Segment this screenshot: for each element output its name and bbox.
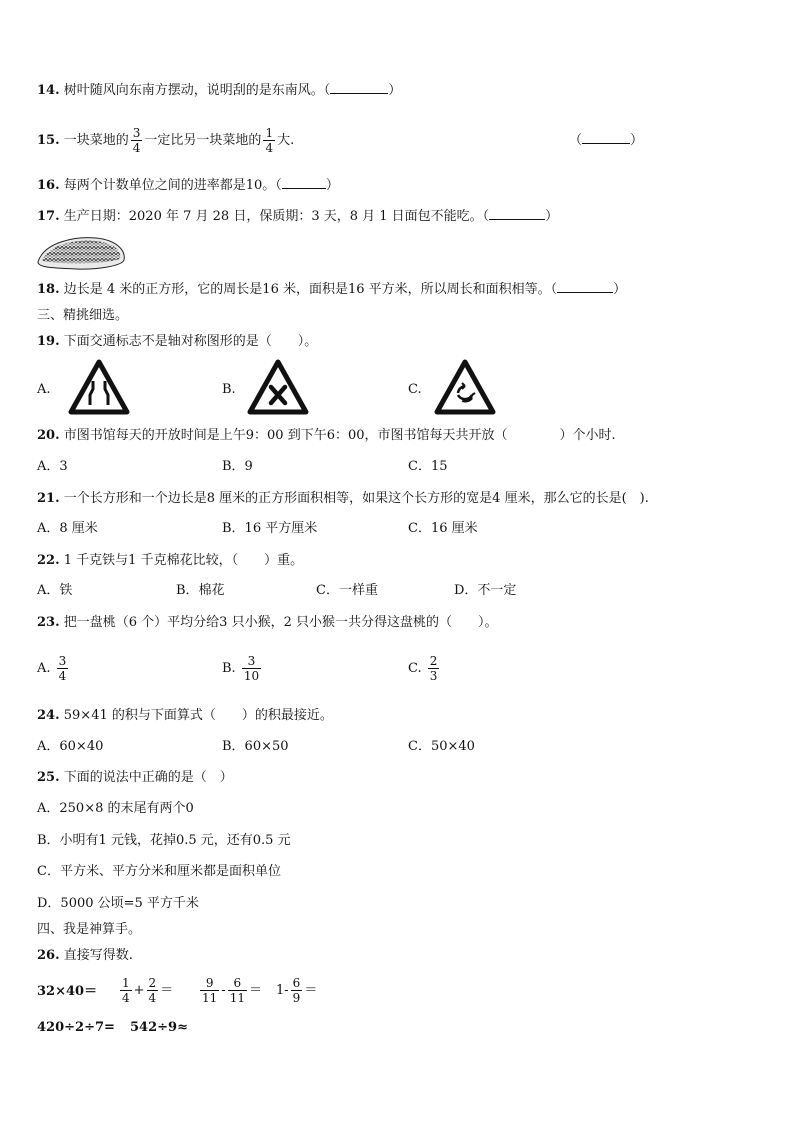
question-number: 22. — [37, 553, 60, 568]
option-a[interactable]: A．250×8 的末尾有两个0 — [37, 801, 194, 816]
option-a[interactable]: A．8 厘米 — [37, 521, 98, 536]
fraction: $\frac{6}{11}$ — [229, 976, 245, 1005]
option-c-label: C. — [408, 382, 422, 397]
fraction: $\frac{6}{9}$ — [292, 976, 301, 1005]
question-number: 19. — [37, 334, 60, 349]
option-c[interactable]: C．16 厘米 — [408, 521, 478, 536]
expression-6: 542÷9≈ — [130, 1020, 188, 1035]
question-number: 23. — [37, 615, 60, 630]
question-text: 直接写得数. — [63, 948, 133, 963]
fraction: $\frac{2}{3}$ — [429, 654, 438, 683]
expression-5: 420÷2÷7= — [37, 1020, 115, 1035]
option-b-label: B. — [222, 382, 236, 397]
question-number: 15. — [37, 133, 60, 148]
option-d[interactable]: D．5000 公顷=5 平方千米 — [37, 896, 199, 911]
expression-4: 1- $\frac{6}{9}$ ＝ — [276, 976, 318, 1005]
no-stopping-x-sign-icon[interactable] — [247, 359, 309, 415]
question-number: 14. — [37, 83, 60, 98]
road-narrows-sign-icon[interactable] — [68, 359, 130, 415]
question-number: 16. — [37, 178, 60, 193]
option-a[interactable]: A．60×40 — [37, 739, 104, 754]
question-text-post: 大. — [277, 133, 295, 148]
answer-blank[interactable] — [330, 93, 388, 94]
question-text: 市图书馆每天的开放时间是上午9：00 到下午6：00，市图书馆每天共开放（ ）个小时. — [63, 428, 616, 443]
fraction: $\frac{1}{4}$ — [122, 976, 130, 1005]
section-heading: 三、精挑细选。 — [37, 308, 129, 323]
question-text: 下面交通标志不是轴对称图形的是（ ）。 — [63, 334, 318, 349]
option-b[interactable]: B. $\frac{3}{10}$ — [222, 654, 260, 683]
option-a[interactable]: A．铁 — [37, 583, 73, 598]
section-heading: 四、我是神算手。 — [37, 922, 142, 937]
option-b[interactable]: B．16 平方厘米 — [222, 521, 318, 536]
question-number: 18. — [37, 282, 60, 297]
expression-2: $\frac{1}{4}$ + $\frac{2}{4}$ ＝ — [122, 976, 174, 1005]
question-text: 一个长方形和一个边长是8 厘米的正方形面积相等，如果这个长方形的宽是4 厘米，那么它的长是( ). — [63, 491, 649, 506]
question-text-pre: 一块菜地的 — [63, 133, 129, 148]
option-b[interactable]: B．棉花 — [176, 583, 225, 598]
question-text: 每两个计数单位之间的进率都是10。（ — [63, 178, 282, 193]
expression-3: $\frac{9}{11}$ - $\frac{6}{11}$ ＝ — [202, 976, 262, 1005]
question-16: 16. 每两个计数单位之间的进率都是10。（ ） — [37, 178, 339, 193]
fraction: $\frac{3}{4}$ — [132, 126, 141, 155]
option-c[interactable]: C．一样重 — [316, 583, 378, 598]
expression-1: 32×40＝ — [37, 984, 98, 999]
question-25 — [37, 770, 233, 786]
fraction: $\frac{9}{11}$ — [202, 976, 218, 1005]
option-a[interactable]: A．3 — [37, 459, 68, 474]
question-26 — [37, 948, 133, 964]
option-d[interactable]: D．不一定 — [454, 583, 517, 598]
answer-blank[interactable] — [557, 292, 613, 293]
question-14 — [37, 83, 401, 99]
option-a-label: A. — [37, 382, 51, 397]
question-17: 17. 生产日期：2020 年 7 月 28 日，保质期：3 天，8 月 1 日面包不能吃。（ ） — [37, 209, 559, 224]
question-20 — [37, 428, 616, 444]
answer-blank[interactable] — [282, 188, 326, 189]
question-text: 把一盘桃（6 个）平均分给3 只小猴，2 只小猴一共分得这盘桃的（ ）。 — [63, 615, 498, 630]
fraction: $\frac{3}{4}$ — [58, 654, 67, 683]
option-b[interactable]: B．9 — [222, 459, 253, 474]
question-text: 边长是 4 米的正方形，它的周长是16 米，面积是16 平方米，所以周长和面积相等。（ — [63, 282, 558, 297]
question-15 — [37, 124, 294, 158]
answer-blank[interactable] — [489, 219, 545, 220]
question-22 — [37, 553, 303, 569]
question-text: 1 千克铁与1 千克棉花比较，（ ）重。 — [63, 553, 304, 568]
question-text: 59×41 的积与下面算式（ ）的积最接近。 — [63, 708, 333, 723]
question-23 — [37, 615, 497, 631]
fraction: $\frac{3}{10}$ — [243, 654, 260, 683]
option-a[interactable]: A. $\frac{3}{4}$ — [37, 654, 67, 683]
option-b[interactable]: B．60×50 — [222, 739, 289, 754]
option-c[interactable]: C．50×40 — [408, 739, 475, 754]
paren-close: ） — [388, 83, 402, 98]
question-24 — [37, 708, 333, 724]
question-21 — [37, 491, 649, 507]
option-c[interactable]: C. $\frac{2}{3}$ — [408, 654, 438, 683]
question-number: 20. — [37, 428, 60, 443]
question-number: 25. — [37, 770, 60, 785]
question-number: 26. — [37, 948, 60, 963]
roundabout-sign-icon[interactable] — [434, 359, 496, 415]
option-c[interactable]: C．15 — [408, 459, 448, 474]
question-text: 下面的说法中正确的是（ ） — [63, 770, 233, 785]
question-19 — [37, 334, 317, 350]
answer-paren: （ ） — [569, 133, 644, 148]
fraction: $\frac{1}{4}$ — [265, 126, 274, 155]
question-number: 21. — [37, 491, 60, 506]
question-18: 18. 边长是 4 米的正方形，它的周长是16 米，面积是16 平方米，所以周长和面积相等。（ ） — [37, 282, 627, 297]
question-text: 生产日期：2020 年 7 月 28 日，保质期：3 天，8 月 1 日面包不能吃。（ — [63, 209, 490, 224]
question-text: 树叶随风向东南方摆动，说明刮的是东南风。（ — [63, 83, 331, 98]
option-b[interactable]: B．小明有1 元钱，花掉0.5 元，还有0.5 元 — [37, 833, 291, 848]
fraction: $\frac{2}{4}$ — [148, 976, 157, 1005]
option-c[interactable]: C．平方米、平方分米和厘米都是面积单位 — [37, 864, 281, 879]
bread-image — [36, 234, 128, 272]
question-number: 24. — [37, 708, 60, 723]
question-number: 17. — [37, 209, 60, 224]
question-text-mid: 一定比另一块菜地的 — [144, 133, 262, 148]
answer-blank[interactable] — [582, 143, 630, 144]
